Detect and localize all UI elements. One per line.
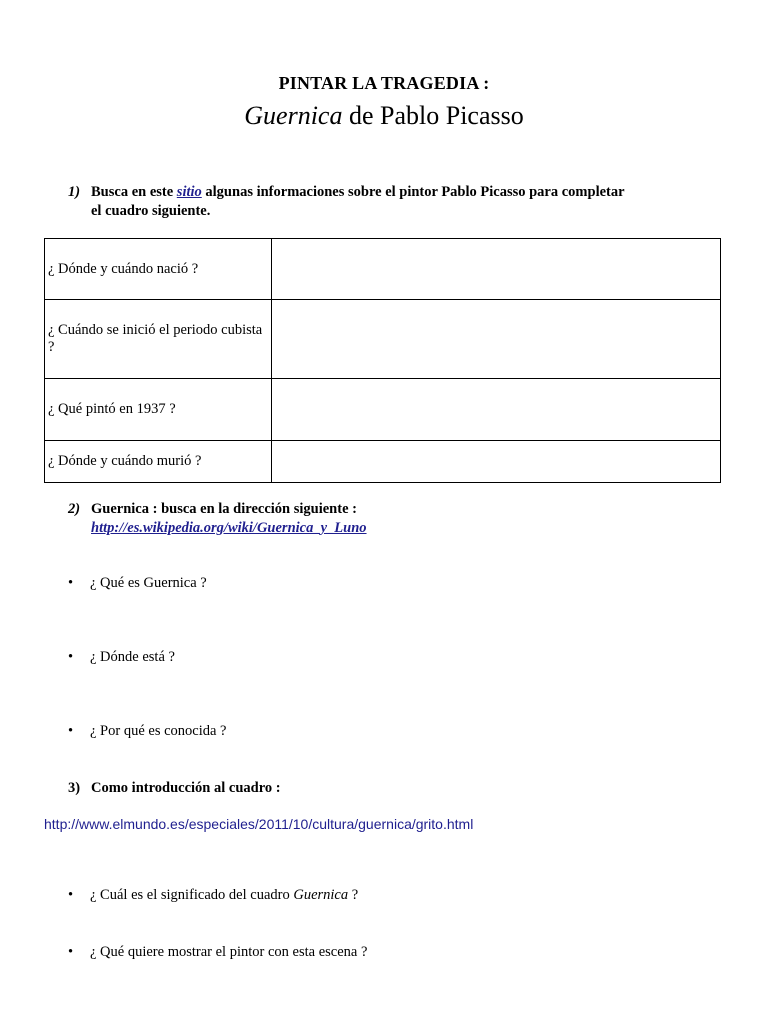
bullet-icon: • — [68, 944, 74, 960]
question-2-number: 2) — [68, 501, 81, 517]
question-1-text-b: algunas informaciones sobre el pintor Pablo Picasso para completar — [201, 184, 625, 200]
bullet-icon: • — [68, 575, 74, 591]
table-question: ¿ Qué pintó en 1937 ? — [45, 379, 272, 441]
question-1-text-line2: el cuadro siguiente. — [91, 203, 211, 219]
list-item-text: ¿ Por qué es conocida ? — [90, 723, 227, 739]
subtitle-painting-name: Guernica — [244, 101, 343, 130]
table-answer-cell[interactable] — [272, 239, 721, 300]
bullet-icon: • — [68, 887, 74, 903]
info-table — [44, 238, 721, 483]
table-answer-cell[interactable] — [272, 300, 721, 379]
list-item-text-b: ? — [348, 887, 359, 903]
question-3-number: 3) — [68, 780, 81, 796]
list-item-text — [90, 887, 358, 904]
subtitle-painter: de Pablo Picasso — [342, 101, 524, 130]
list-item-text: ¿ Dónde está ? — [90, 649, 175, 665]
question-3-text: Como introducción al cuadro : — [91, 780, 281, 796]
table-row — [45, 300, 721, 379]
elmundo-link[interactable]: http://www.elmundo.es/especiales/2011/10/cultura/guernica/grito.html — [44, 816, 474, 832]
list-item-painting-name: Guernica — [293, 887, 349, 903]
list-item-text: ¿ Qué quiere mostrar el pintor con esta escena ? — [90, 944, 368, 960]
table-question: ¿ Dónde y cuándo murió ? — [45, 441, 272, 483]
table-question: ¿ Cuándo se inició el periodo cubista ? — [45, 300, 272, 379]
table-answer-cell[interactable] — [272, 441, 721, 483]
list-item-text-a: ¿ Cuál es el significado del cuadro — [90, 887, 294, 903]
table-question: ¿ Dónde y cuándo nació ? — [45, 239, 272, 300]
question-2 — [68, 500, 748, 536]
table-row — [45, 379, 721, 441]
question-3 — [68, 779, 748, 798]
question-2-text: Guernica : busca en la dirección siguiente : — [91, 501, 357, 517]
table-row — [45, 239, 721, 300]
table-row — [45, 441, 721, 483]
table-answer-cell[interactable] — [272, 379, 721, 441]
question-1-text-a: Busca en este — [91, 184, 177, 200]
bullet-icon: • — [68, 649, 74, 665]
list-item-text: ¿ Qué es Guernica ? — [90, 575, 207, 591]
question-1 — [68, 183, 748, 219]
bullet-icon: • — [68, 723, 74, 739]
wikipedia-link[interactable]: http://es.wikipedia.org/wiki/Guernica_y_Luno — [91, 520, 367, 536]
page-subtitle — [0, 101, 768, 131]
page-title: PINTAR LA TRAGEDIA : — [278, 73, 490, 93]
sitio-link[interactable]: sitio — [176, 184, 202, 200]
question-1-number: 1) — [68, 184, 81, 200]
